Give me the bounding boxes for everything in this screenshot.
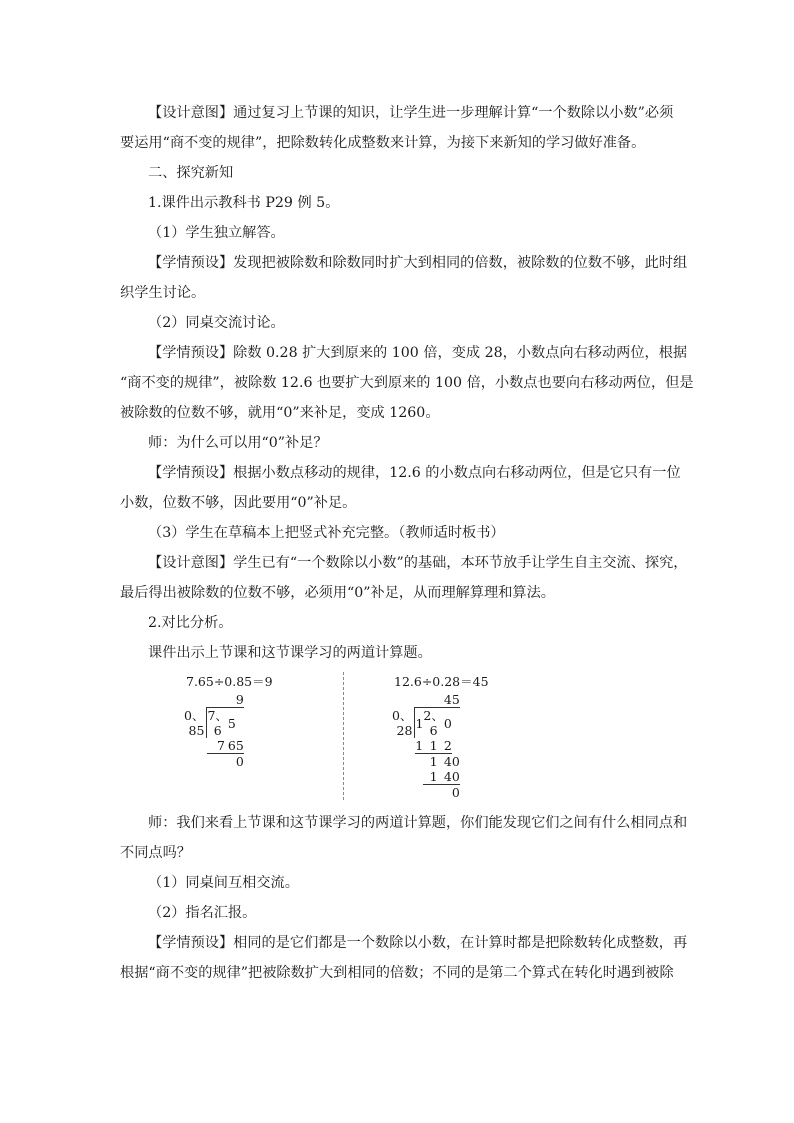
remainder-digit: 0 xyxy=(451,785,460,800)
text-line: 【学情预设】除数 0.28 扩大到原来的 100 倍，变成 28，小数点向右移动两位，根据 xyxy=(148,345,688,361)
product-digit: 1 xyxy=(423,769,443,785)
text-line: 【设计意图】通过复习上节课的知识，让学生进一步理解计算“一个数除以小数”必须 xyxy=(148,105,674,121)
paragraph-preset-3 xyxy=(120,458,681,518)
dividend-digit xyxy=(236,708,244,739)
product-digit: 1 xyxy=(415,738,424,753)
equation: 7.65÷0.85＝9 xyxy=(186,674,273,689)
quotient-digit: 4 xyxy=(443,692,452,707)
text-line: 被除数的位数不够，就用“0”来补足，变成 1260。 xyxy=(120,405,440,421)
text-line: 根据“商不变的规律”把被除数扩大到相同的倍数；不同的是第二个算式在转化时遇到被除 xyxy=(120,965,674,981)
text-line: 要运用“商不变的规律”，把除数转化成整数来计算，为接下来新知的学习做好准备。 xyxy=(120,135,646,151)
text-line: 最后得出被除数的位数不够，必须用“0”补足，从而理解算理和算法。 xyxy=(120,585,555,601)
quotient-digit: 5 xyxy=(451,692,460,707)
division-table xyxy=(184,692,244,769)
divisor: 0、85 xyxy=(184,707,205,738)
remainder-digit xyxy=(423,785,443,801)
partial-digit xyxy=(415,754,423,770)
text-line: 【设计意图】学生已有“一个数除以小数”的基础，本环节放手让学生自主交流、探究， xyxy=(148,555,688,571)
product-digit xyxy=(452,738,460,754)
dividend-digit: 2、6 xyxy=(423,708,444,738)
partial-digit: 1 xyxy=(429,754,438,769)
sub-step: （1）同桌间互相交流。 xyxy=(148,875,299,891)
remainder-digit xyxy=(444,785,452,801)
sub-step: （2）同桌交流讨论。 xyxy=(148,315,285,331)
divisor: 0、28 xyxy=(392,707,413,738)
remainder-digit xyxy=(228,754,236,770)
product-digit: 6 xyxy=(227,738,236,753)
partial-digit: 0 xyxy=(451,753,460,769)
divider-line xyxy=(343,672,344,800)
text-line: 师：我们来看上节课和这节课学习的两道计算题，你们能发现它们之间有什么相同点和 xyxy=(148,815,688,831)
quotient-digit: 9 xyxy=(235,692,244,707)
text-line: 不同点吗？ xyxy=(120,845,191,861)
paragraph-design-intent-1 xyxy=(120,98,676,158)
dividend-digit: 0 xyxy=(444,708,452,739)
remainder-digit: 0 xyxy=(235,754,244,769)
paragraph-preset-1 xyxy=(120,248,688,308)
section-heading: 二、探究新知 xyxy=(148,165,234,181)
paragraph-design-intent-2 xyxy=(120,548,688,608)
long-division-figure xyxy=(120,672,676,800)
text-line: 【学情预设】相同的是它们都是一个数除以小数，在计算时都是把除数转化成整数，再 xyxy=(148,935,688,951)
product-digit xyxy=(415,769,423,785)
remainder-digit xyxy=(415,785,423,801)
text-line: 【学情预设】发现把被除数和除数同时扩大到相同的倍数，被除数的位数不够，此时组 xyxy=(148,255,688,271)
paragraph-teacher-prompt xyxy=(120,808,688,868)
dividend-digit: 7、6 xyxy=(207,708,228,738)
quotient-digit xyxy=(423,692,443,708)
paragraph-preset-2 xyxy=(120,338,694,428)
remainder-digit xyxy=(207,754,228,770)
product-digit: 0 xyxy=(451,769,460,784)
sub-step: （1）学生独立解答。 xyxy=(148,225,285,241)
product-digit: 2 xyxy=(443,738,452,753)
dividend-digit: 1 xyxy=(415,708,423,739)
quotient-digit xyxy=(228,692,236,708)
text-line: 【学情预设】根据小数点移动的规律，12.6 的小数点向右移动两位，但是它只有一位 xyxy=(148,465,681,481)
sub-step: （3）学生在草稿本上把竖式补充完整。（教师适时板书） xyxy=(148,525,505,541)
teacher-question: 师：为什么可以用“0”补足？ xyxy=(148,435,328,451)
paragraph-preset-4 xyxy=(120,928,688,988)
step-heading: 2.对比分析。 xyxy=(148,615,233,631)
quotient-digit xyxy=(415,692,423,708)
product-digit: 5 xyxy=(235,738,244,753)
product-digit: 1 xyxy=(423,738,443,754)
equation: 12.6÷0.28＝45 xyxy=(394,674,489,689)
dividend-digit xyxy=(452,708,460,739)
text-line: 小数，位数不够，因此要用“0”补足。 xyxy=(120,495,357,511)
sub-step: （2）指名汇报。 xyxy=(148,905,257,921)
text-line: “商不变的规律”，被除数 12.6 也要扩大到原来的 100 倍，小数点也要向右移动两位，但是 xyxy=(120,375,694,391)
document-body xyxy=(120,98,694,988)
dividend-digit: 5 xyxy=(228,708,236,739)
partial-digit: 4 xyxy=(443,754,452,769)
text-line: 织学生讨论。 xyxy=(120,285,206,301)
paragraph: 课件出示上节课和这节课学习的两道计算题。 xyxy=(148,645,432,661)
product-digit: 4 xyxy=(443,769,452,784)
division-table xyxy=(392,692,460,800)
product-digit: 7 xyxy=(207,738,228,754)
quotient-digit xyxy=(207,692,228,708)
step-heading: 1.课件出示教科书 P29 例 5。 xyxy=(148,195,340,211)
